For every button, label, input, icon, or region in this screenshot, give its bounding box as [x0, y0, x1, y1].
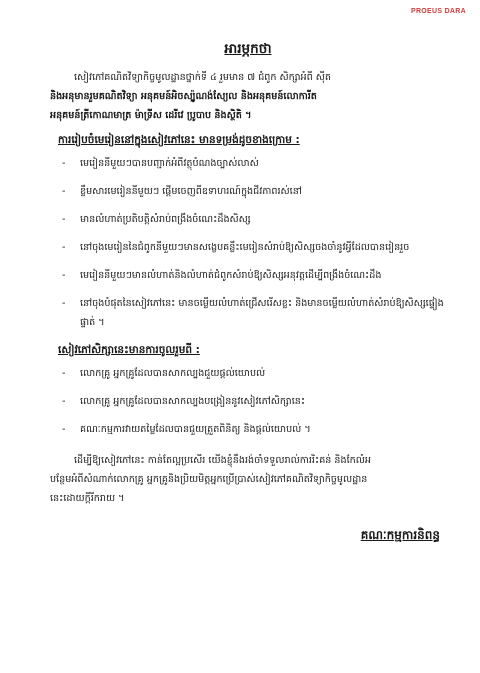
closing-line-2: បន្ថែមអំពីសំណាក់លោកគ្រូ អ្នកគ្រូនិងប្រិយមិត្តអ្នកប្រើប្រាស់សៀវភៅគណិតវិទ្យាកិច្ចមូលដ្ឋាន: [50, 474, 368, 485]
list-item: [58, 238, 446, 257]
list-item-text: គណៈកម្មការវាយតម្លៃដែលបានជួយត្រួតពិនិត្យ និងផ្តល់យោបល់ ។: [80, 424, 311, 435]
list-item-text: មានលំហាត់ប្រតិបត្តិសំរាប់ពង្រឹងចំណេះដឹងសិស្ស: [80, 214, 251, 225]
dash-icon: -: [62, 424, 66, 435]
list-item: [58, 210, 446, 229]
list-item: [58, 392, 446, 411]
intro-line-3: អនុគមន៍ត្រីកោណមាត្រ ម៉ាទ្រីស ដេរីវេ ប្រូបាប និងស្ថិតិ ។: [50, 110, 252, 121]
list-item-text: នៅចុងបំផុតនៃសៀវភៅនេះ មានចម្លើយលំហាត់ជ្រើសរើសខ្លះ និងមានចម្លើយលំហាត់សំរាប់ឱ្យសិស្សផ្ទៀងផ្ទាត់ ។: [80, 298, 444, 328]
section-heading-structure: ការរៀបចំមេរៀននៅក្នុងសៀវភៅនេះ មានទម្រង់ដូចខាងក្រោម :: [58, 134, 300, 146]
closing-line-1: ដើម្បីឱ្យសៀវភៅនេះ កាន់តែល្អប្រសើរ យើងខ្ញុំនឹងរង់ចាំទទួលរាល់ការរិះគន់ និងកែលំអ: [74, 455, 371, 466]
intro-line-2: និងអនុមានរួមគណិតវិទ្យា អនុគមន៍អិចស្ប៉ូណង់ស្យែល និងអនុគមន៍លោការីត: [50, 91, 317, 102]
watermark: PROEUS DARA: [410, 8, 466, 15]
list-item-text: មេរៀននីមួយៗមានលំហាត់និងលំហាត់ជំពូកសំរាប់ឱ្យសិស្សអនុវត្តដើម្បីពង្រឹងចំណេះដឹង: [80, 270, 382, 281]
list-item: [58, 364, 446, 383]
closing-line-3: នេះដោយក្តីរីករាយ ។: [50, 493, 125, 504]
list-item: [58, 154, 446, 173]
section-heading-contributors: សៀវភៅសិក្សានេះមានការចូលរួមពី :: [58, 344, 200, 356]
list-item-text: ខ្លឹមសារមេរៀននីមួយៗ ផ្តើមចេញពីឧទាហរណ៍ក្នុងជីវភាពរស់នៅ: [80, 186, 302, 197]
list-item-text: លោកគ្រូ អ្នកគ្រូដែលបានសាកល្បងបង្រៀននូវសៀវភៅសិក្សានេះ: [80, 396, 306, 407]
document-page: [50, 40, 446, 545]
list-item: [58, 420, 446, 439]
intro-paragraph: [50, 68, 446, 125]
dash-icon: -: [62, 396, 66, 407]
contributors-list: [50, 364, 446, 439]
list-item: [58, 294, 446, 332]
closing-paragraph: [50, 451, 446, 508]
dash-icon: -: [62, 298, 66, 309]
list-item: [58, 266, 446, 285]
list-item-text: មេរៀននីមួយៗបានបញ្ជាក់អំពីវត្ថុបំណងច្បាស់លាស់: [80, 158, 259, 169]
dash-icon: -: [62, 368, 66, 379]
intro-line-1: សៀវភៅគណិតវិទ្យាកិច្ចមូលដ្ឋានថ្នាក់ទី ៤ រួមមាន ៧ ជំពូក សិក្សាអំពី ស៊ីត: [74, 72, 331, 83]
dash-icon: -: [62, 214, 66, 225]
author-signature: គណៈកម្មការនិពន្ធ: [360, 528, 440, 542]
list-item-text: នៅចុងមេរៀននៃជំពូកនីមួយៗមានសង្ខេបគន្លឹះមេរៀនសំរាប់ឱ្យសិស្សចងចាំនូវអ្វីដែលបានរៀនរួច: [80, 242, 410, 253]
dash-icon: -: [62, 186, 66, 197]
dash-icon: -: [62, 158, 66, 169]
dash-icon: -: [62, 270, 66, 281]
list-item: [58, 182, 446, 201]
list-item-text: លោកគ្រូ អ្នកគ្រូដែលបានសាកល្បងជួយផ្តល់យោបល់: [80, 368, 266, 379]
page-title: អារម្ភកថា: [224, 41, 272, 57]
dash-icon: -: [62, 242, 66, 253]
structure-list: [50, 154, 446, 332]
